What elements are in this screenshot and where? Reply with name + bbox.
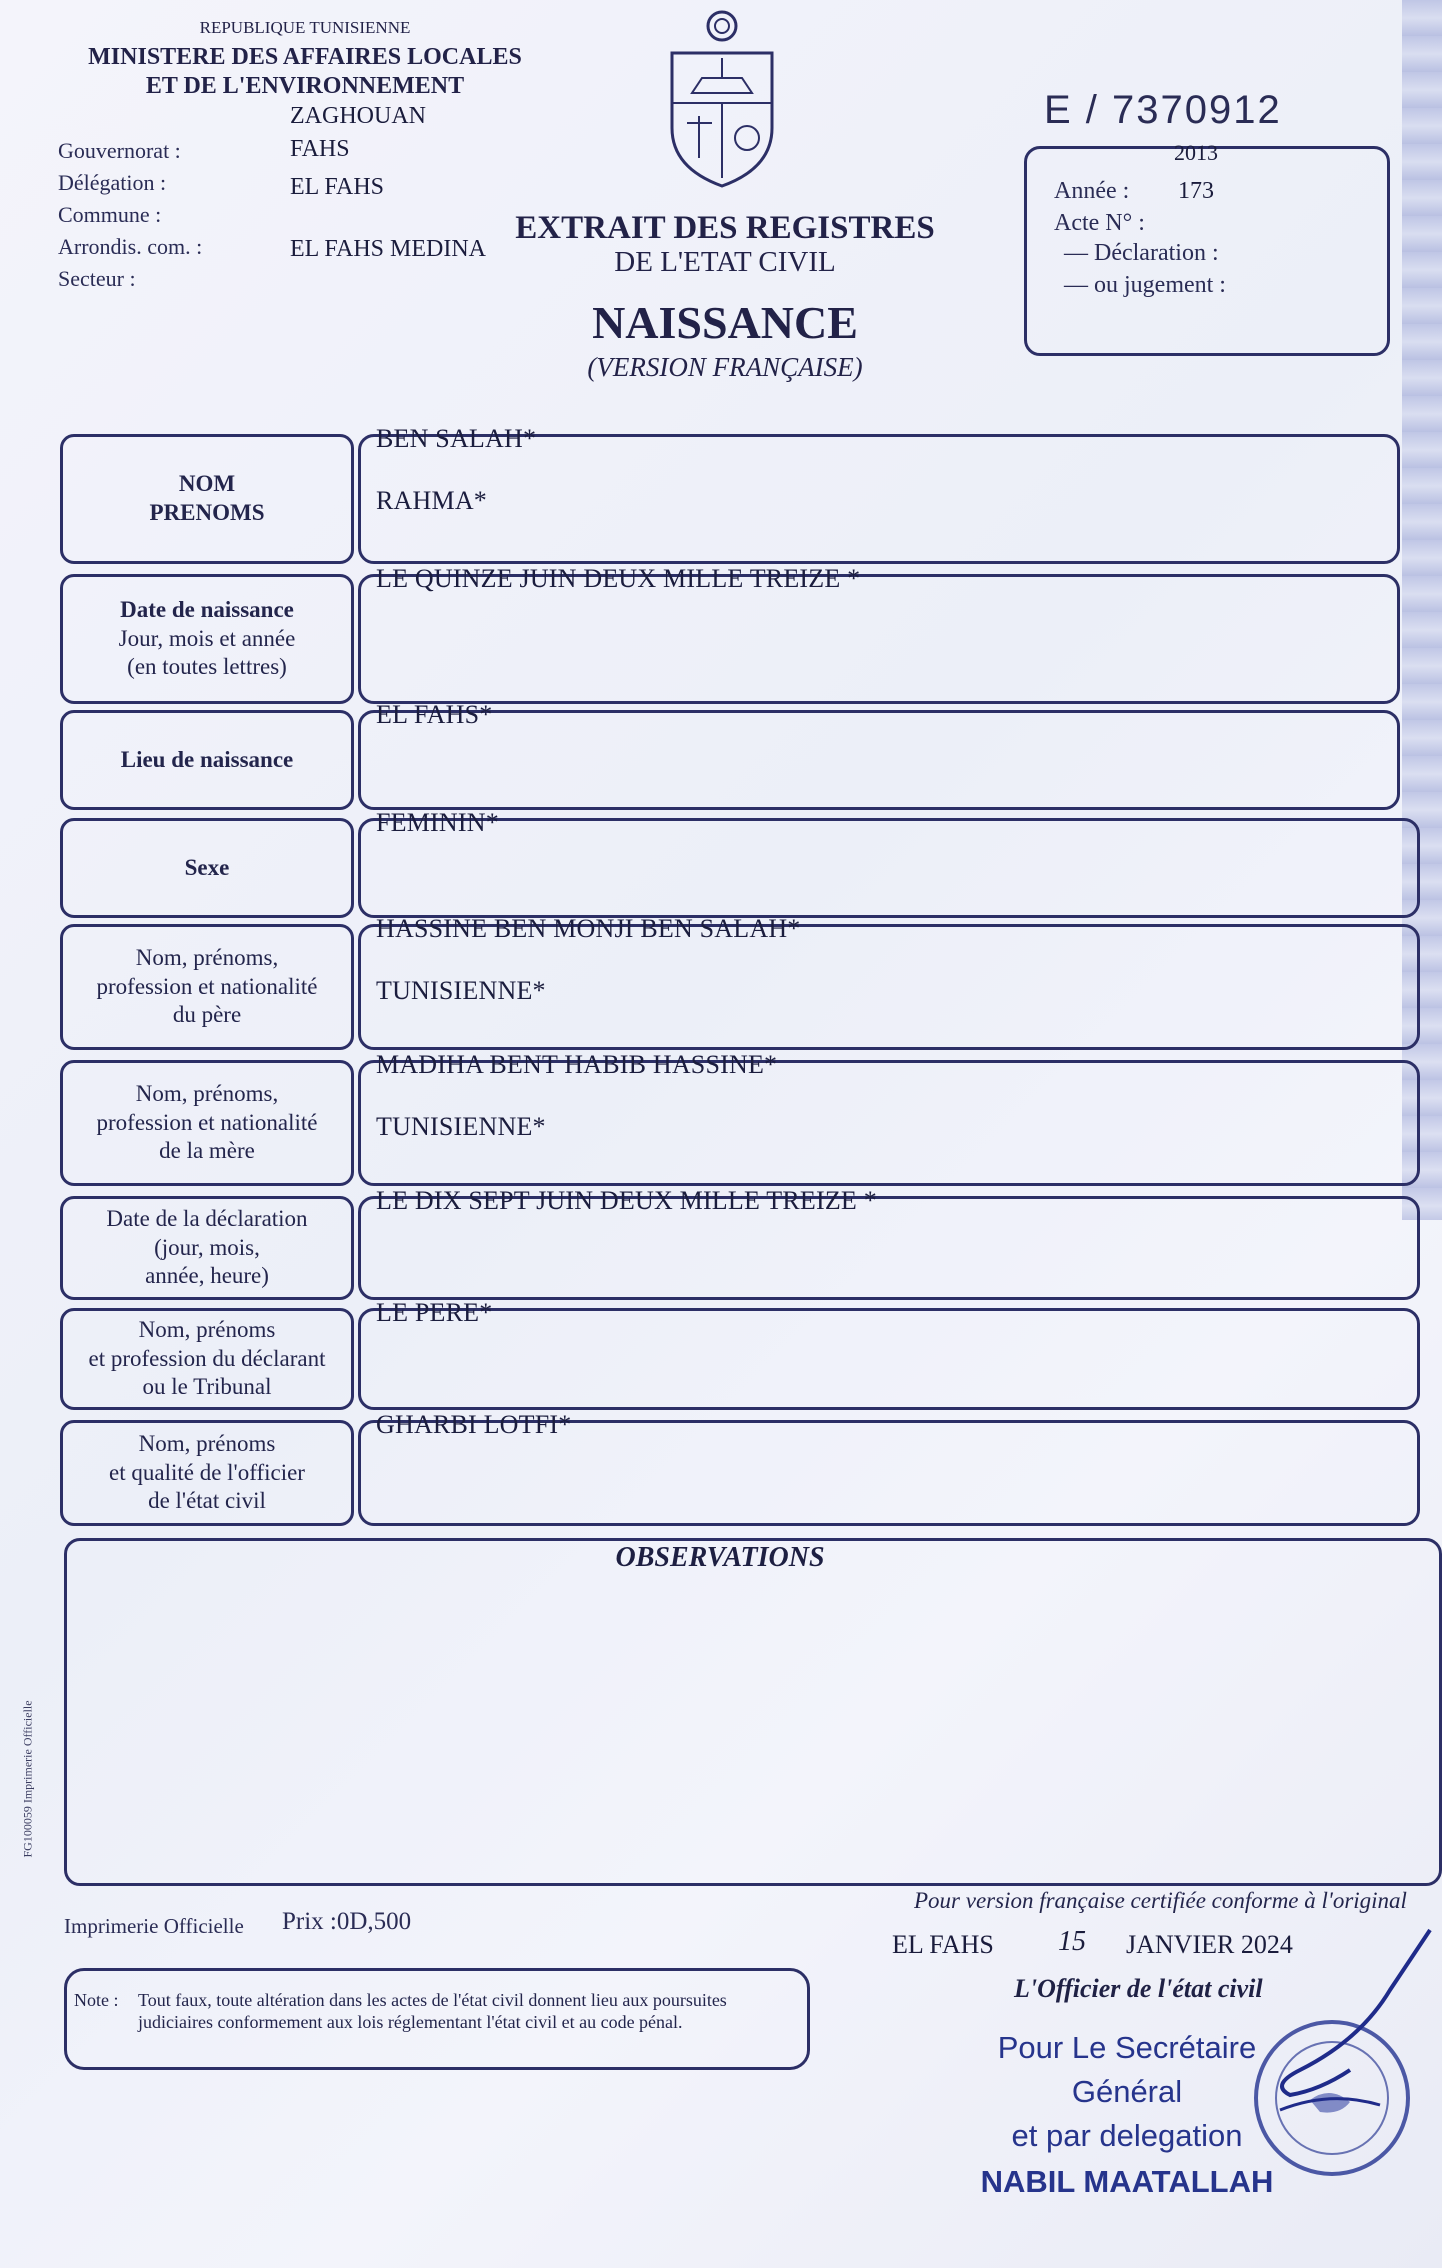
stamp-line-4: NABIL MAATALLAH <box>980 2164 1274 2199</box>
coat-of-arms-emblem <box>662 8 782 190</box>
field-value-cell <box>358 818 1420 918</box>
issue-month-year: JANVIER 2024 <box>1126 1930 1293 1959</box>
ministry-line-2: ET DE L'ENVIRONNEMENT <box>145 73 465 99</box>
issue-day: 15 <box>1058 1926 1086 1957</box>
field-value-text: LE PERE* <box>376 1298 493 1327</box>
field-value-text: LE DIX SEPT JUIN DEUX MILLE TREIZE * <box>376 1186 877 1215</box>
republic-heading: REPUBLIQUE TUNISIENNE <box>199 18 411 37</box>
field-value-cell <box>358 1308 1420 1410</box>
field-label-line: ou le Tribunal <box>142 1374 272 1400</box>
field-label-line: profession et nationalité <box>96 1109 318 1135</box>
annee-value: 173 <box>1178 178 1214 204</box>
declaration-label: — Déclaration : <box>1064 240 1219 266</box>
field-label-bold: Lieu de naissance <box>120 746 294 772</box>
acte-label: Acte N° : <box>1054 210 1145 236</box>
field-value-text: HASSINE BEN MONJI BEN SALAH* <box>376 914 801 943</box>
field-label-cell <box>60 710 354 810</box>
field-value-text: TUNISIENNE* <box>376 976 546 1005</box>
region: ZAGHOUAN <box>290 103 426 129</box>
issue-place: EL FAHS <box>892 1930 994 1959</box>
field-label-cell <box>60 1420 354 1526</box>
officer-title: L'Officier de l'état civil <box>1014 1974 1263 2003</box>
arrondis-label: Arrondis. com. : <box>58 234 203 259</box>
imprimerie-label: Imprimerie Officielle <box>64 1914 244 1938</box>
delegation-label: Délégation : <box>58 170 167 195</box>
delegation-value: EL FAHS <box>290 174 385 200</box>
field-value-text: LE QUINZE JUIN DEUX MILLE TREIZE * <box>376 564 861 593</box>
field-label-cell <box>60 1308 354 1410</box>
field-value-text: FEMININ* <box>376 808 499 837</box>
document-type-title: NAISSANCE <box>592 297 858 348</box>
field-label-line: profession et nationalité <box>96 973 318 999</box>
stamp-line-3: et par delegation <box>1011 2118 1243 2153</box>
field-label-line: (jour, mois, <box>154 1234 260 1260</box>
arrondis-value: EL FAHS MEDINA <box>290 236 486 262</box>
field-label-bold: PRENOMS <box>149 500 265 525</box>
field-value-text: RAHMA* <box>376 486 487 515</box>
field-label-line: Nom, prénoms <box>138 1316 276 1342</box>
field-value-text: EL FAHS* <box>376 700 493 729</box>
secteur-label: Secteur : <box>58 266 136 291</box>
jugement-label: — ou jugement : <box>1064 272 1226 298</box>
version-subtitle: (VERSION FRANÇAISE) <box>587 352 863 382</box>
field-label-cell <box>60 434 354 564</box>
ministry-line-1: MINISTERE DES AFFAIRES LOCALES <box>88 44 522 70</box>
field-label-line: année, heure) <box>145 1263 269 1289</box>
observations-box <box>64 1538 1442 1886</box>
title-line-1: EXTRAIT DES REGISTRES <box>515 210 935 246</box>
gouvernorat-value: FAHS <box>290 136 350 162</box>
field-label-line: Nom, prénoms, <box>135 1080 279 1106</box>
field-label-line: Nom, prénoms, <box>135 944 279 970</box>
field-label-bold: NOM <box>178 471 236 497</box>
field-label-bold: Sexe <box>184 854 230 880</box>
field-label-line: Date de la déclaration <box>106 1205 308 1231</box>
certified-statement: Pour version française certifiée conforme à l'original <box>914 1888 1407 1913</box>
field-value-cell <box>358 710 1400 810</box>
field-label-line: et qualité de l'officier <box>109 1459 305 1485</box>
observations-heading: OBSERVATIONS <box>615 1542 825 1573</box>
field-value-text: MADIHA BENT HABIB HASSINE* <box>376 1050 778 1079</box>
price: Prix :0D,500 <box>282 1908 412 1935</box>
side-print-code: FG100059 Imprimerie Officielle <box>20 1700 35 1858</box>
legal-note-text: Tout faux, toute altération dans les actes de l'état civil donnent lieu aux poursuites judiciaires conformement aux lois réglementant l'état civil et au code pénal. <box>138 1990 727 2032</box>
serial-number: E / 7370912 <box>1044 88 1282 132</box>
field-label-cell <box>60 1196 354 1300</box>
field-label-line: de la mère <box>159 1138 255 1164</box>
field-label-line: Jour, mois et année <box>118 625 296 651</box>
field-label-cell <box>60 574 354 704</box>
handwritten-signature <box>1240 1920 1440 2150</box>
field-label-cell <box>60 924 354 1050</box>
legal-note-label: Note : <box>74 1990 119 2010</box>
field-value-text: GHARBI LOTFI* <box>376 1410 572 1439</box>
annee-label: Année : <box>1054 178 1130 204</box>
field-value-text: TUNISIENNE* <box>376 1112 546 1141</box>
year-written: 2013 <box>1174 140 1218 165</box>
field-label-line: du père <box>172 1002 242 1028</box>
field-label-bold: Date de naissance <box>120 596 294 622</box>
field-label-line: de l'état civil <box>148 1488 266 1514</box>
title-line-2: DE L'ETAT CIVIL <box>614 246 836 278</box>
field-label-cell <box>60 818 354 918</box>
stamp-line-2: Général <box>1071 2074 1183 2109</box>
field-label-line: Nom, prénoms <box>138 1430 276 1456</box>
field-label-line: et profession du déclarant <box>88 1345 326 1371</box>
stamp-line-1: Pour Le Secrétaire <box>997 2030 1257 2065</box>
gouvernorat-label: Gouvernorat : <box>58 138 181 163</box>
field-value-text: BEN SALAH* <box>376 424 537 453</box>
commune-label: Commune : <box>58 202 162 227</box>
field-label-cell <box>60 1060 354 1186</box>
field-label-line: (en toutes lettres) <box>127 654 287 680</box>
